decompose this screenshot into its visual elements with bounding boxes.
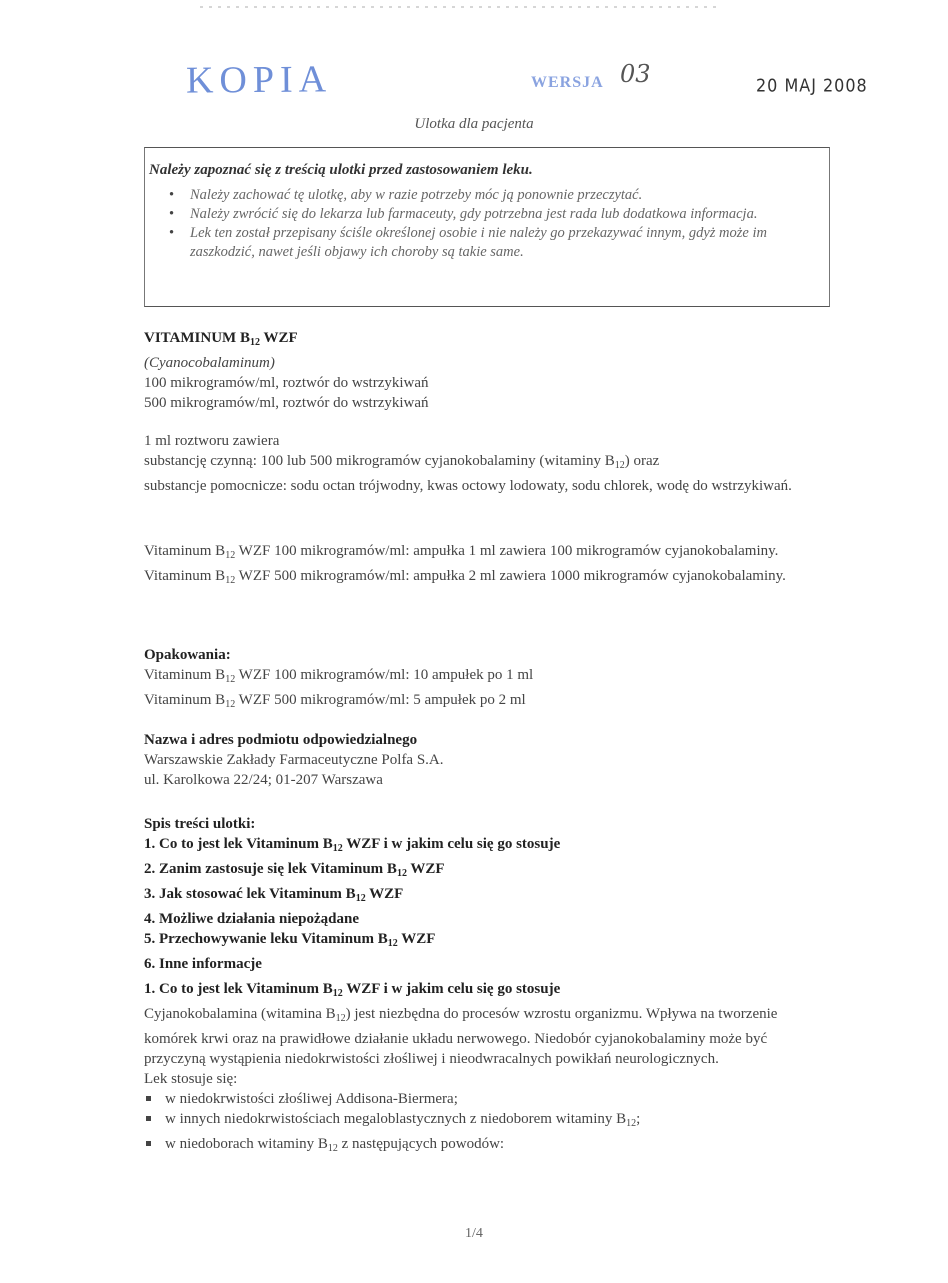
list-item: w niedoborach witaminy $B_{12}$ z następujących powodów: — [144, 1134, 834, 1159]
warning-item-text: Należy zachować tę ulotkę, aby w razie potrzeby móc ją ponownie przeczytać. — [190, 187, 643, 203]
warning-item-text: Należy zwrócić się do lekarza lub farmaceuty, gdy potrzebna jest rada lub dodatkowa informacja. — [190, 206, 758, 222]
composition-excipients: substancje pomocnicze: sodu octan trójwodny, kwas octowy lodowaty, sodu chlorek, wodę do wstrzykiwań. — [144, 478, 792, 494]
list-item: w innych niedokrwistościach megaloblastycznych z niedoborem witaminy $B_{12}$; — [144, 1109, 834, 1134]
bullet-icon: • — [169, 225, 175, 241]
product-latin: (Cyanocobalaminum) — [144, 355, 275, 371]
holder-heading: Nazwa i adres podmiotu odpowiedzialnego — [144, 732, 418, 748]
packaging-100: Vitaminum $B_{12}$ WZF 100 mikrogramów/ml: 10 ampułek po 1 ml — [144, 667, 534, 685]
date-stamp: 20 MAJ 2008 — [756, 75, 868, 96]
kopia-stamp: KOPIA — [185, 58, 333, 102]
holder-name: Warszawskie Zakłady Farmaceutyczne Polfa S.A. — [144, 752, 444, 768]
wersja-stamp: WERSJA — [531, 74, 604, 91]
toc-item-4: 4. Możliwe działania niepożądane — [144, 911, 359, 927]
toc-block — [144, 814, 834, 974]
toc-item-2: 2. Zanim zastosuje się lek Vitaminum $B_{12}$ WZF — [144, 861, 445, 879]
product-block — [144, 328, 834, 413]
list-item: w niedokrwistości złośliwej Addisona-Biermera; — [144, 1089, 834, 1109]
packaging-500: Vitaminum $B_{12}$ WZF 500 mikrogramów/ml: 5 ampułek po 2 ml — [144, 692, 526, 710]
toc-item-6: 6. Inne informacje — [144, 956, 262, 972]
section-1-paragraph: Cyjanokobalamina (witamina $B_{12}$) jest niezbędna do procesów wzrostu organizmu. Wpływa na tworzenie komórek krwi oraz na prawidłowe działanie układu nerwowego. Niedobór cyjanokobalaminy może być przyczyną wystąpienia niedokrwistości złośliwej i nieodwracalnych powikłań neurologicznych. — [144, 1006, 778, 1067]
warning-item-text: Lek ten został przepisany ściśle określonej osobie i nie należy go przekazywać innym, gdyż może im zaszkodzić, nawet jeśli objawy ich choroby są takie same. — [190, 225, 767, 260]
leaflet-subtitle: Ulotka dla pacjenta — [414, 116, 534, 132]
packaging-heading: Opakowania: — [144, 647, 231, 663]
composition-active: substancję czynną: 100 lub 500 mikrogramów cyjanokobalaminy (witaminy $B_{12}$) oraz — [144, 453, 660, 471]
section-1-heading: 1. Co to jest lek Vitaminum $B_{12}$ WZF i w jakim celu się go stosuje — [144, 981, 561, 999]
packaging-block — [144, 645, 834, 715]
warning-title: Należy zapoznać się z treścią ulotki przed zastosowaniem leku. — [149, 162, 533, 178]
ampoule-100: Vitaminum $B_{12}$ WZF 100 mikrogramów/ml: ampułka 1 ml zawiera 100 mikrogramów cyjanokobalaminy. — [144, 543, 779, 561]
product-strength-2: 500 mikrogramów/ml, roztwór do wstrzykiwań — [144, 395, 429, 411]
page-number: 1/4 — [465, 1226, 483, 1241]
toc-item-3: 3. Jak stosować lek Vitaminum $B_{12}$ WZF — [144, 886, 404, 904]
bullet-icon: • — [169, 187, 175, 203]
composition-intro: 1 ml roztworu zawiera — [144, 433, 280, 449]
product-strength-1: 100 mikrogramów/ml, roztwór do wstrzykiwań — [144, 375, 429, 391]
wersja-number: 03 — [620, 60, 651, 88]
square-bullet-icon — [146, 1096, 151, 1101]
holder-address: ul. Karolkowa 22/24; 01-207 Warszawa — [144, 772, 383, 788]
toc-item-5: 5. Przechowywanie leku Vitaminum $B_{12}$ WZF — [144, 931, 436, 949]
warning-item — [145, 186, 825, 205]
scan-artifact — [200, 6, 720, 8]
holder-block — [144, 730, 834, 790]
toc-heading: Spis treści ulotki: — [144, 816, 256, 832]
warning-item — [145, 224, 825, 262]
product-name: VITAMINUM $B_{12}$ WZF — [144, 330, 298, 348]
warning-box — [144, 147, 830, 307]
warning-list — [145, 186, 825, 262]
toc-item-1: 1. Co to jest lek Vitaminum $B_{12}$ WZF i w jakim celu się go stosuje — [144, 836, 561, 854]
warning-item — [145, 205, 825, 224]
bullet-icon: • — [169, 206, 175, 222]
composition-block — [144, 431, 834, 496]
ampoule-block — [144, 541, 834, 591]
section-1 — [144, 979, 834, 1159]
section-1-use-intro: Lek stosuje się: — [144, 1071, 238, 1087]
indication-list — [144, 1089, 834, 1159]
ampoule-500: Vitaminum $B_{12}$ WZF 500 mikrogramów/ml: ampułka 2 ml zawiera 1000 mikrogramów cyjanokobalaminy. — [144, 568, 786, 586]
square-bullet-icon — [146, 1116, 151, 1121]
square-bullet-icon — [146, 1141, 151, 1146]
